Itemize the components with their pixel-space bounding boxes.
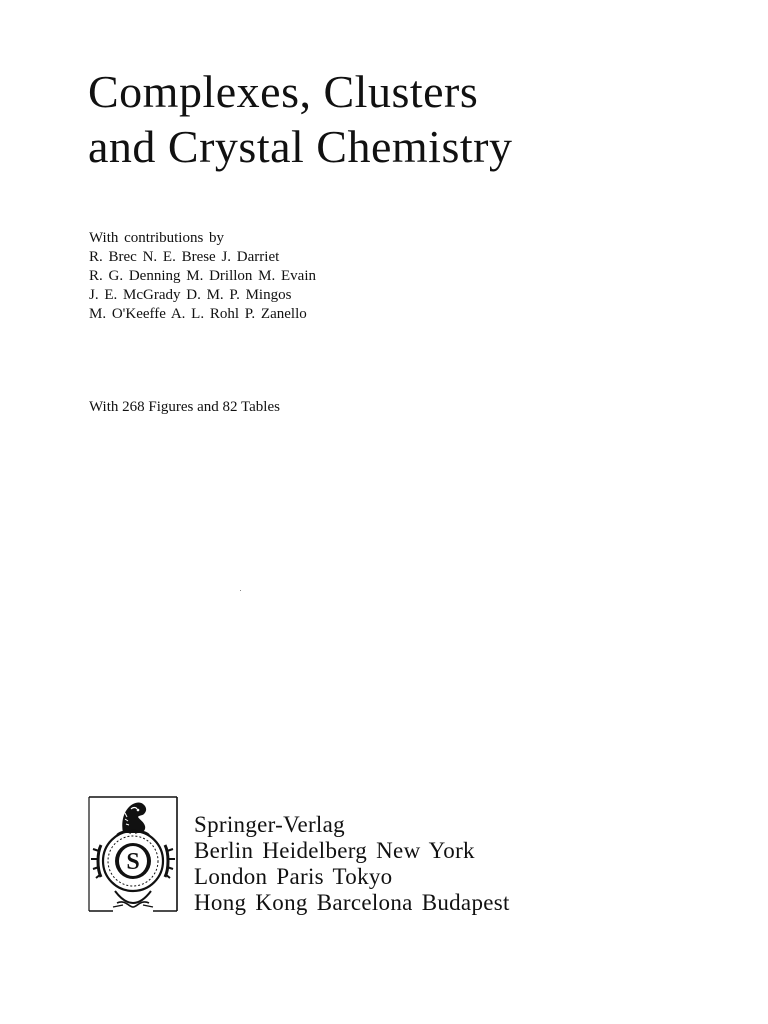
title-line-1: Complexes, Clusters	[88, 66, 479, 117]
figures-tables-note: With 268 Figures and 82 Tables	[89, 399, 280, 415]
title-line-2: and Crystal Chemistry	[88, 121, 513, 172]
contributors	[89, 229, 316, 324]
print-speck	[240, 590, 241, 591]
contributors-line: J. E. McGrady D. M. P. Mingos	[89, 287, 292, 303]
contributors-line: R. G. Denning M. Drillon M. Evain	[89, 268, 316, 284]
publisher-cities-line: Hong Kong Barcelona Budapest	[194, 890, 510, 915]
publisher-name: Springer-Verlag	[194, 812, 345, 837]
contributors-heading: With contributions by	[89, 230, 225, 246]
publisher-cities-line: London Paris Tokyo	[194, 864, 393, 889]
springer-knight-logo-icon	[87, 795, 179, 913]
publisher-cities-line: Berlin Heidelberg New York	[194, 838, 475, 863]
svg-text:S: S	[126, 849, 140, 875]
book-title	[88, 64, 512, 174]
publisher-info	[194, 812, 510, 916]
contributors-line: M. O'Keeffe A. L. Rohl P. Zanello	[89, 306, 307, 322]
contributors-line: R. Brec N. E. Brese J. Darriet	[89, 249, 280, 265]
